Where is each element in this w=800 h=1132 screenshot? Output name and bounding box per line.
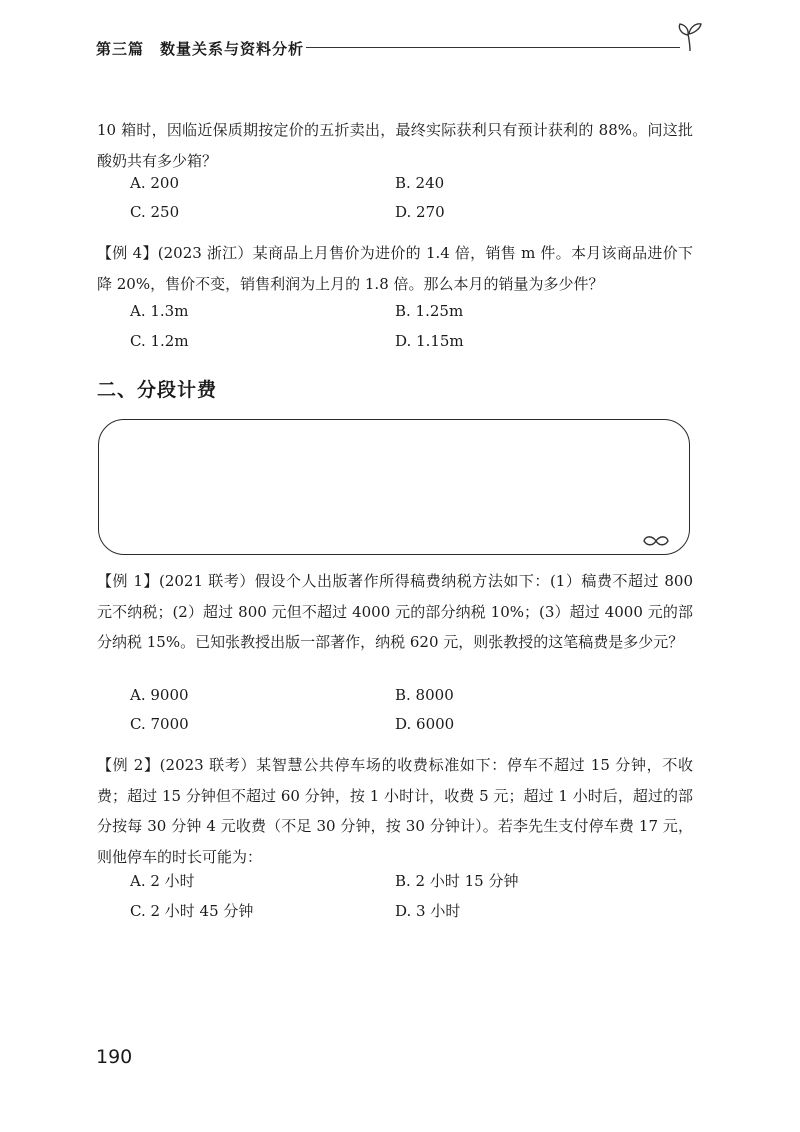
option-a: A. 9000 <box>130 686 189 704</box>
example4-text: 【例 4】(2023 浙江）某商品上月售价为进价的 1.4 倍，销售 m 件。本月该商品进价下降 20%，售价不变，销售利润为上月的 1.8 倍。那么本月的销量为多少件？ <box>97 244 693 293</box>
header-title: 第三篇 数量关系与资料分析 <box>96 40 305 58</box>
header-rule <box>306 47 680 48</box>
problem-continued-text: 10 箱时，因临近保质期按定价的五折卖出，最终实际获利只有预计获利的 88%。问这批酸奶共有多少箱？ <box>97 121 693 170</box>
note-box <box>98 419 690 555</box>
option-b: B. 1.25m <box>395 302 464 320</box>
running-header <box>96 38 708 64</box>
example1-text: 【例 1】(2021 联考）假设个人出版著作所得稿费纳税方法如下：(1）稿费不超过 800 元不纳税；(2）超过 800 元但不超过 4000 元的部分纳税 10%；(3）超过 4000 元的部分纳税 15%。已知张教授出版一部著作，纳税 620 元，则张教授的这笔稿费是多少元？ <box>97 572 693 651</box>
option-d: D. 1.15m <box>395 332 464 350</box>
example2-text: 【例 2】(2023 联考）某智慧公共停车场的收费标准如下：停车不超过 15 分钟，不收费；超过 15 分钟但不超过 60 分钟，按 1 小时计，收费 5 元；超过 1 小时后，超过的部分按每 30 分钟 4 元收费（不足 30 分钟，按 30 分钟计）。若李先生支付停车费 17 元，则他停车的时长可能为： <box>97 756 693 866</box>
option-d: D. 3 小时 <box>395 902 461 920</box>
option-c: C. 250 <box>130 203 180 221</box>
option-a: A. 1.3m <box>130 302 189 320</box>
page-number: 190 <box>96 1046 133 1068</box>
section-title: 二、分段计费 <box>97 379 218 401</box>
option-d: D. 270 <box>395 203 445 221</box>
option-c: C. 2 小时 45 分钟 <box>130 902 254 920</box>
option-c: C. 1.2m <box>130 332 189 350</box>
option-b: B. 240 <box>395 174 445 192</box>
option-a: A. 200 <box>130 174 179 192</box>
option-c: C. 7000 <box>130 715 189 733</box>
leaf-icon <box>643 534 669 548</box>
sprout-icon <box>676 22 704 52</box>
option-d: D. 6000 <box>395 715 455 733</box>
option-b: B. 8000 <box>395 686 454 704</box>
option-b: B. 2 小时 15 分钟 <box>395 872 519 890</box>
option-a: A. 2 小时 <box>130 872 195 890</box>
